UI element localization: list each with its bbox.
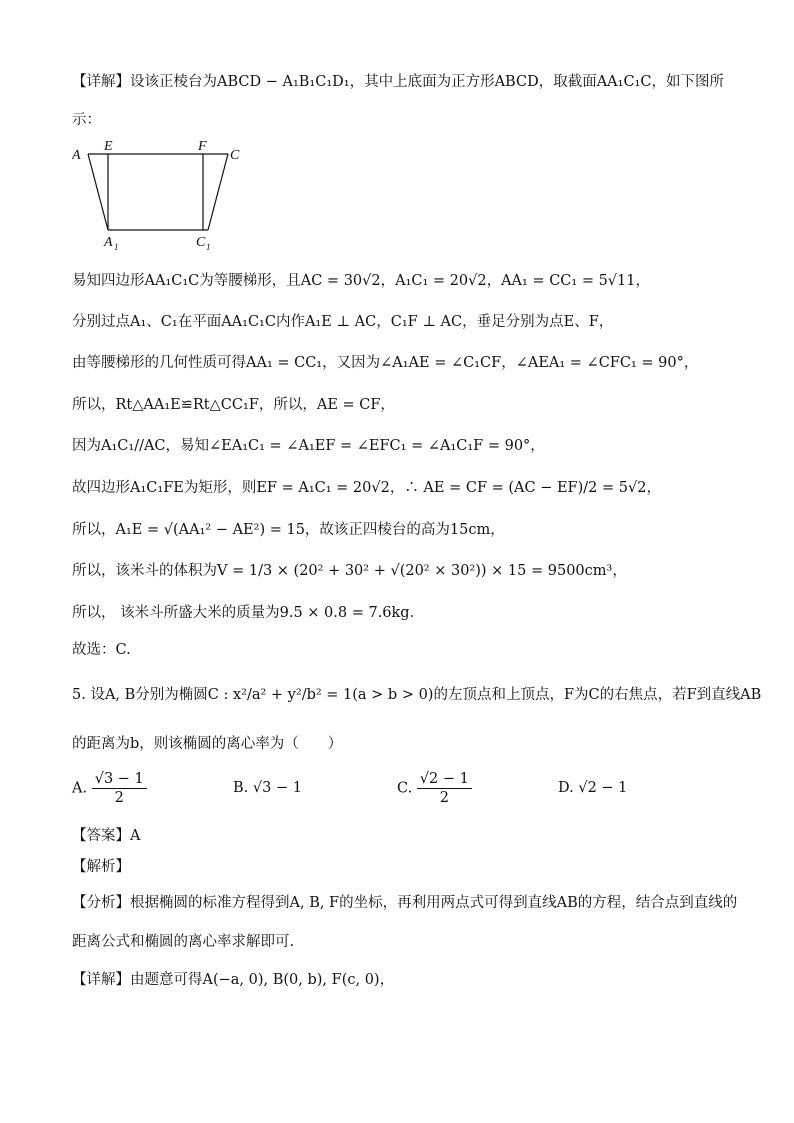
label-e: E (104, 139, 113, 154)
solution-paragraph-2: 示： (72, 112, 101, 128)
answer-line: 【答案】A (72, 828, 141, 844)
label-f: F (198, 139, 207, 154)
question-5-stem-continued: 的距离为b，则该椭圆的离心率为（ ） (72, 736, 343, 752)
option-a-fraction (92, 770, 147, 807)
label-c1-subscript: 1 (206, 242, 211, 252)
solution-paragraph-3: 易知四边形AA₁C₁C为等腰梯形，且AC = 30√2，A₁C₁ = 20√2，AA₁ = CC₁ = 5√11， (72, 273, 650, 289)
label-a1-subscript: 1 (114, 242, 119, 252)
solution-paragraph-5: 由等腰梯形的几何性质可得AA₁ = CC₁，又因为∠A₁AE = ∠C₁CF，∠AEA₁ = ∠CFC₁ = 90°， (72, 355, 699, 371)
solution-paragraph-11: 所以， 该米斗所盛大米的质量为9.5 × 0.8 = 7.6kg． (72, 605, 425, 621)
option-b-letter: B. (233, 780, 249, 796)
option-c (397, 770, 472, 807)
option-a (72, 770, 147, 807)
solution-paragraph-4: 分别过点A₁、C₁在平面AA₁C₁C内作A₁E ⊥ AC，C₁F ⊥ AC，垂足分别为点E、F， (72, 314, 614, 330)
solution-paragraph-8: 故四边形A₁C₁FE为矩形，则EF = A₁C₁ = 20√2，∴ AE = CF = (AC − EF)/2 = 5√2， (72, 480, 661, 496)
solution-paragraph-7: 因为A₁C₁//AC，易知∠EA₁C₁ = ∠A₁EF = ∠EFC₁ = ∠A₁C₁F = 90°， (72, 438, 545, 454)
label-c: C (230, 148, 240, 163)
question-5-stem: 5. 设A, B分别为椭圆C : x²/a² + y²/b² = 1(a > b > 0)的左顶点和上顶点，F为C的右焦点，若F到直线AB (72, 687, 762, 703)
option-a-numerator: √3 − 1 (92, 770, 147, 789)
analysis-paragraph-1: 【分析】根据椭圆的标准方程得到A, B, F的坐标，再利用两点式可得到直线AB的方程，结合点到直线的 (72, 895, 738, 911)
option-c-letter: C. (397, 780, 413, 797)
option-d-value: √2 − 1 (578, 780, 628, 796)
label-a1: A (104, 235, 113, 250)
option-c-fraction (417, 770, 472, 807)
option-b-value: √3 − 1 (252, 780, 302, 796)
solution-paragraph-10: 所以，该米斗的体积为V = 1/3 × (20² + 30² + √(20² × 30²)) × 15 = 9500cm³， (72, 563, 627, 579)
option-c-numerator: √2 − 1 (417, 770, 472, 789)
solution-paragraph-1: 【详解】设该正棱台为ABCD − A₁B₁C₁D₁，其中上底面为正方形ABCD，取截面AA₁C₁C，如下图所 (72, 74, 724, 90)
option-a-denominator: 2 (114, 790, 124, 806)
solution-paragraph-6: 所以，Rt△AA₁E≌Rt△CC₁F，所以，AE = CF， (72, 397, 395, 413)
analysis-paragraph-3: 【详解】由题意可得A(−a, 0), B(0, b), F(c, 0)， (72, 972, 395, 988)
analysis-paragraph-2: 距离公式和椭圆的离心率求解即可. (72, 934, 295, 950)
label-c1: C (196, 235, 206, 250)
segment-aa1 (88, 154, 108, 230)
analysis-header: 【解析】 (72, 859, 130, 875)
trapezoid-diagram (72, 138, 262, 256)
solution-paragraph-9: 所以，A₁E = √(AA₁² − AE²) = 15，故该正四棱台的高为15cm， (72, 522, 505, 538)
option-d-letter: D. (558, 780, 574, 796)
label-a: A (72, 148, 81, 163)
option-a-letter: A. (72, 780, 88, 797)
option-d (558, 780, 627, 796)
segment-cc1 (208, 154, 228, 230)
solution-paragraph-12: 故选：C. (72, 642, 131, 658)
trapezoid-figure (72, 138, 262, 256)
option-b (233, 780, 302, 796)
option-c-denominator: 2 (439, 790, 449, 806)
